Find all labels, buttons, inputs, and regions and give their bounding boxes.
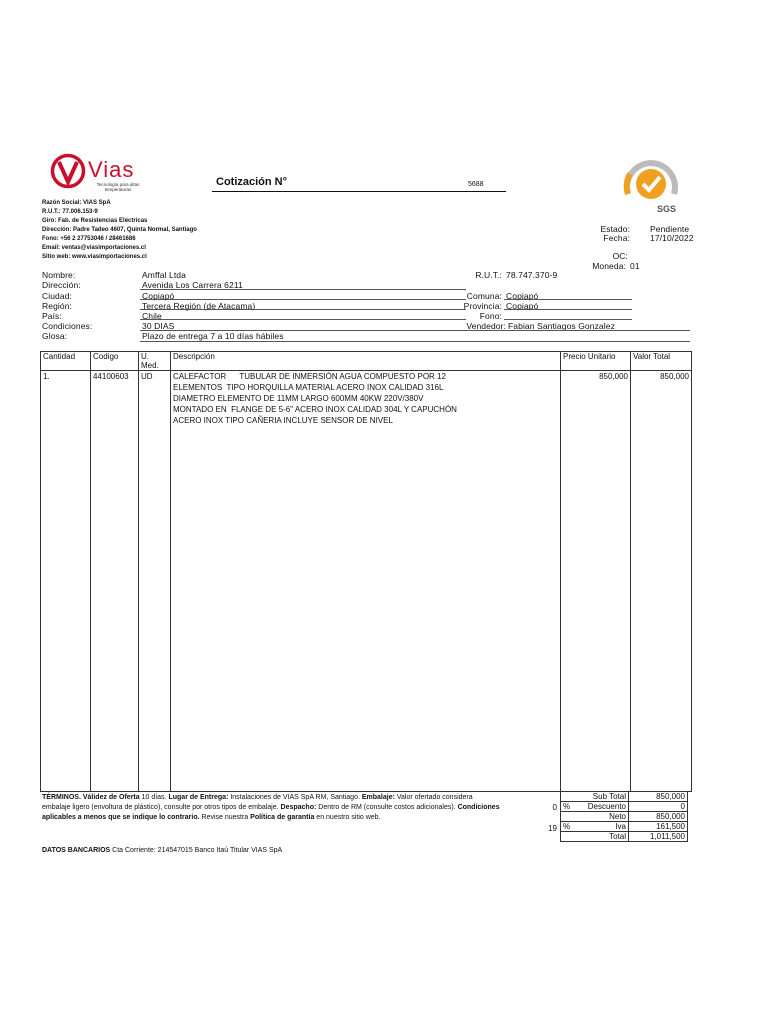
company-line: Email: ventas@viasimportaciones.cl [42, 245, 146, 251]
estado-label: Estado: [600, 224, 630, 234]
comuna-label: Comuna: [466, 291, 502, 301]
field-underline [140, 299, 466, 300]
field-underline [140, 309, 466, 310]
total-label: Total [561, 832, 629, 842]
bank-label: DATOS BANCARIOS [42, 847, 111, 854]
total-row [561, 832, 688, 842]
descuento-label-cell [561, 802, 629, 812]
company-line: Fono: +56 2 27753046 / 28461686 [42, 236, 136, 242]
header-descripcion: Descripción [171, 352, 561, 371]
pais-value: Chile [142, 311, 162, 321]
cell-valor-total: 850,000 [631, 371, 692, 792]
cell-codigo: 44100603 [91, 371, 139, 792]
bank-text: Cta Corriente: 214547015 Banco Itaú Titular VIAS SpA [112, 847, 283, 854]
condiciones-value: 30 DIAS [142, 321, 175, 331]
subtotal-row [561, 792, 688, 802]
moneda-label: Moneda: [592, 261, 626, 271]
embalaje-label: Embalaje: [361, 794, 395, 801]
ciudad-value: Copiapó [142, 291, 175, 301]
brand-name: Vias [88, 157, 135, 182]
region-label: Región: [42, 301, 72, 311]
iva-value: 161,500 [629, 822, 688, 832]
iva-label: Iva [615, 822, 626, 831]
revise-text: Revise nuestra [201, 814, 249, 821]
company-line: R.U.T.: 77.006.153-9 [42, 209, 98, 215]
estado-value: Pendiente [650, 224, 690, 234]
field-underline [504, 299, 632, 300]
garantia-suffix: en nuestro sitio web. [316, 814, 381, 821]
neto-label: Neto [561, 812, 629, 822]
validez-value: 10 días. [141, 794, 167, 801]
sgs-label: SGS [657, 204, 677, 214]
despacho-label: Despacho: [280, 804, 317, 811]
rut-label: R.U.T.: [475, 270, 502, 280]
provincia-label: Provincia: [463, 301, 502, 311]
neto-row [561, 812, 688, 822]
region-value: Tercera Región (de Atacama) [142, 301, 256, 311]
brand-tagline: Tecnología para altas temperaturas [96, 182, 140, 192]
terms-text [42, 793, 500, 823]
cell-precio-unitario: 850,000 [561, 371, 631, 792]
garantia-link[interactable]: Política de garantía [250, 814, 315, 821]
company-info [42, 199, 342, 262]
iva-row [561, 822, 688, 832]
lugar-label: Lugar de Entrega: [168, 794, 229, 801]
cell-descripcion: CALEFACTOR TUBULAR DE INMERSIÓN AGUA COMPUESTO POR 12 ELEMENTOS TIPO HORQUILLA MATERIAL ACERO INOX CALIDAD 316L DIAMETRO ELEMENTO DE 11MM LARGO 600MM 40KW 220V/380V MONTADO EN FLANGE DE 5-6" ACERO INOX CALIDAD 304L Y CAPUCHÓN ACERO INOX TIPO CAÑERIA INCLUYE SENSOR DE NIVEL [171, 371, 561, 792]
condiciones-text: Condiciones aplicables a menos que se indique lo contrario. [42, 804, 500, 821]
terms-label: TÉRMINOS. [42, 794, 81, 801]
descuento-value: 0 [629, 802, 688, 812]
comuna-value: Copiapó [506, 291, 539, 301]
validez-label: Válidez de Oferta [82, 794, 140, 801]
table-row [41, 371, 692, 792]
company-line: Sitio web: www.viasimportaciones.cl [42, 254, 147, 260]
table-header-row [41, 352, 692, 371]
vias-logo-icon [50, 152, 86, 190]
vendedor-label: Vendedor: [466, 321, 506, 331]
sgs-cert-logo [620, 156, 682, 216]
header-precio-unitario: Precio Unitario [561, 352, 631, 371]
field-underline [140, 341, 690, 342]
cell-umed: UD [139, 371, 171, 792]
moneda-value: 01 [630, 261, 640, 271]
descuento-pct-sign: % [563, 802, 571, 811]
fecha-value: 17/10/2022 [650, 233, 694, 243]
bank-info [42, 847, 282, 854]
quote-number: 5688 [468, 181, 484, 188]
fono-label: Fono: [479, 311, 502, 321]
fecha-label: Fecha: [603, 233, 630, 243]
quote-title: Cotización N° [216, 176, 288, 188]
oc-label: OC: [612, 251, 628, 261]
field-underline [504, 319, 632, 320]
neto-value: 850,000 [629, 812, 688, 822]
glosa-label: Glosa: [42, 331, 68, 341]
glosa-value: Plazo de entrega 7 a 10 días hábiles [142, 331, 284, 341]
subtotal-label: Sub Total [561, 792, 629, 802]
provincia-value: Copiapó [506, 301, 539, 311]
cell-cantidad: 1. [41, 371, 91, 792]
header-codigo: Codigo [91, 352, 139, 371]
total-value: 1,011,500 [629, 832, 688, 842]
subtotal-value: 850,000 [629, 792, 688, 802]
field-underline [140, 289, 466, 290]
nombre-label: Nombre: [42, 270, 76, 280]
nombre-value: Amffal Ltda [142, 270, 186, 280]
totals-table [560, 791, 688, 842]
descuento-row [561, 802, 688, 812]
field-underline [140, 330, 690, 331]
company-line: Dirección: Padre Tadeo 4607, Quinta Normal, Santiago [42, 227, 197, 233]
descuento-pct-value: 0 [552, 803, 557, 812]
company-logo [50, 152, 150, 196]
vendedor-value: Fabian Santiagos Gonzalez [508, 321, 615, 331]
iva-pct-value: 19 [548, 824, 557, 833]
iva-pct-sign: % [563, 822, 571, 831]
items-table [40, 351, 692, 792]
header-valor-total: Valor Total [631, 352, 692, 371]
header-umed: U. Med. [139, 352, 171, 371]
direccion-label: Dirección: [42, 280, 81, 290]
field-underline [504, 309, 632, 310]
condiciones-label: Condiciones: [42, 321, 93, 331]
iva-label-cell [561, 822, 629, 832]
lugar-value: Instalaciones de VIAS SpA RM, Santiago. [230, 794, 360, 801]
ciudad-label: Ciudad: [42, 291, 72, 301]
despacho-value: Dentro de RM (consulte costos adicionales). [318, 804, 456, 811]
descuento-label: Descuento [587, 802, 626, 811]
direccion-value: Avenida Los Carrera 6211 [142, 280, 243, 290]
header-cantidad: Cantidad [41, 352, 91, 371]
embalaje-value: Valor ofertado considera embalaje ligero (envoltura de plástico), consulte por otros tipos de embalaje. [42, 794, 473, 811]
company-line: Razón Social: VIAS SpA [42, 200, 111, 206]
company-line: Giro: Fab. de Resistencias Eléctricas [42, 218, 148, 224]
pais-label: País: [42, 311, 62, 321]
rut-value: 78.747.370-9 [506, 270, 558, 280]
field-underline [140, 319, 466, 320]
quote-underline [212, 191, 506, 192]
